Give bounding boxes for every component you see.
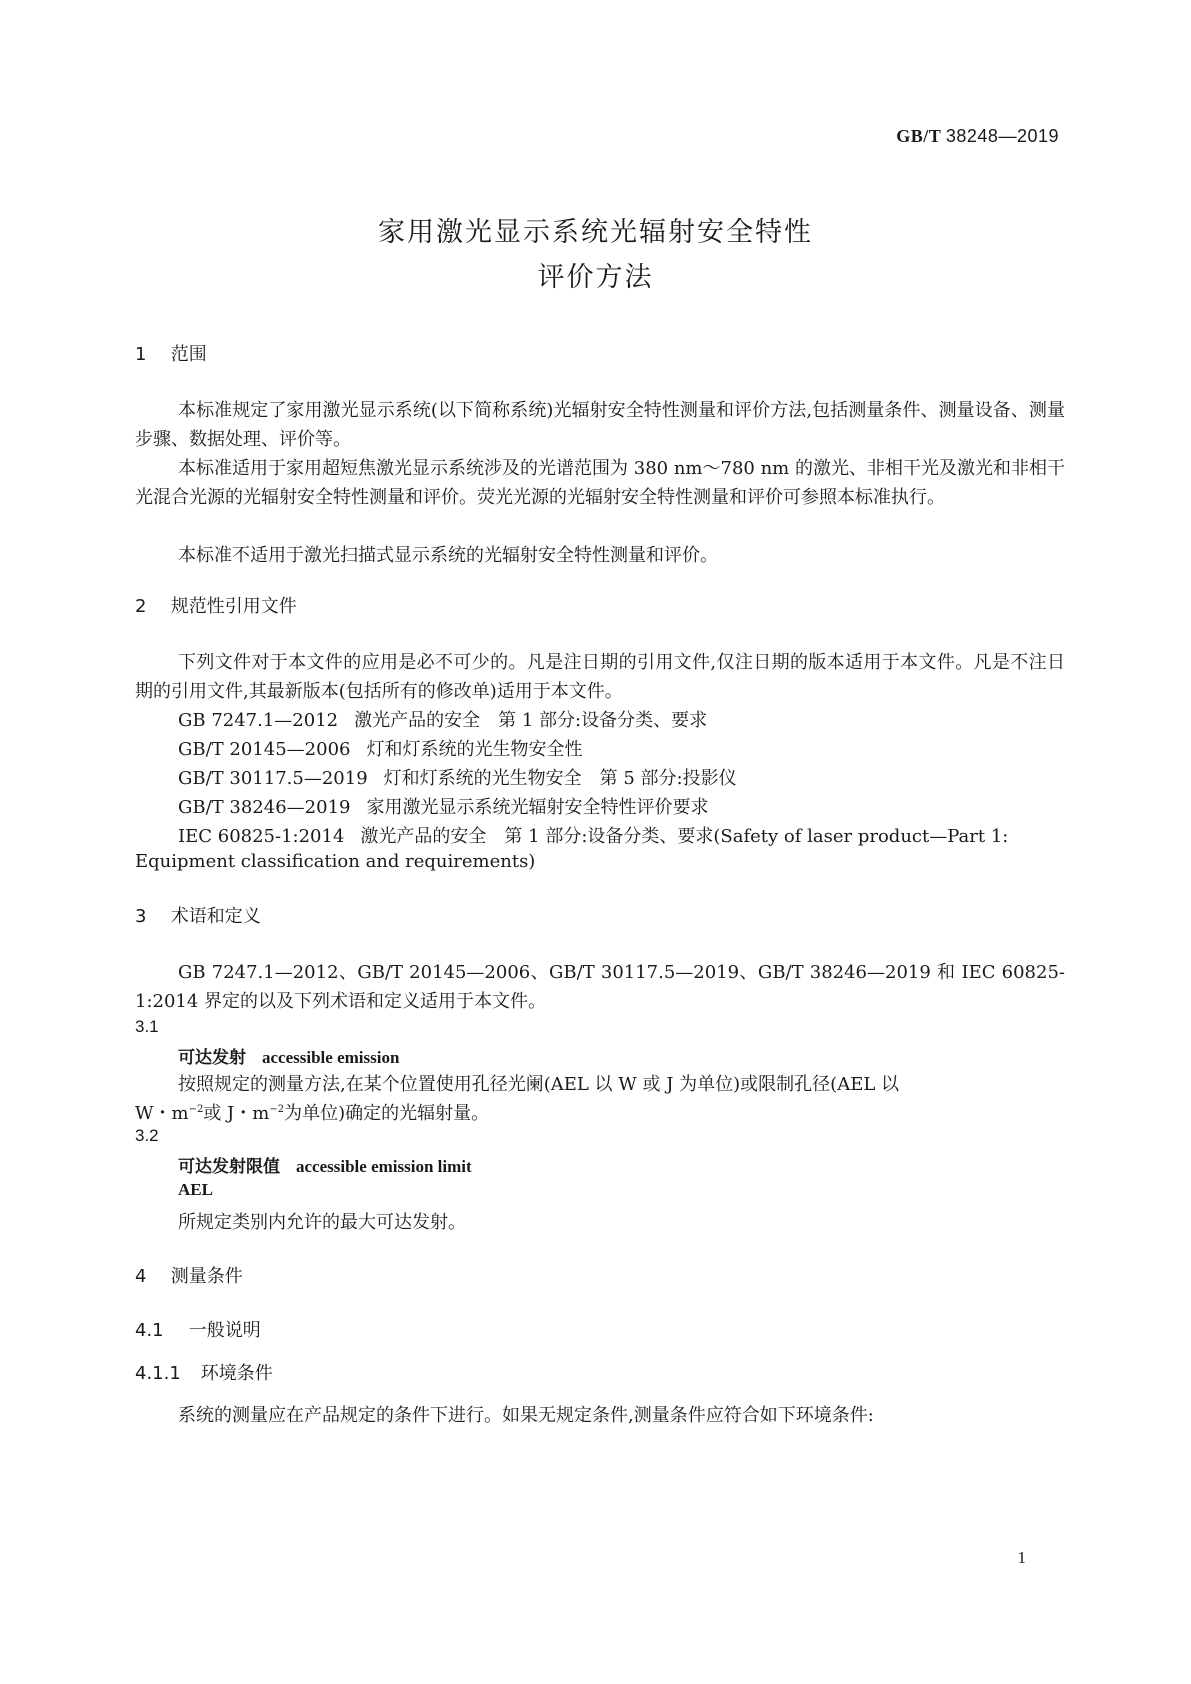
subsection-number: 4.1 [135,1320,164,1341]
section-number: 1 [135,344,147,365]
section-2-heading [135,592,297,618]
section-1-para-2: 本标准适用于家用超短焦激光显示系统涉及的光谱范围为 380 nm～780 nm 的激光、非相干光及激光和非相干光混合光源的光辐射安全特性测量和评价。荧光光源的光辐射安全特性测量和评价可参照本标准执行。 [135,458,1065,508]
term-en: accessible emission [262,1048,400,1067]
reference-code: GB/T 38246—2019 [178,797,351,818]
section-title: 测量条件 [170,1266,243,1287]
term-abbreviation: AEL [178,1180,213,1199]
section-2-intro: 下列文件对于本文件的应用是必不可少的。凡是注日期的引用文件,仅注日期的版本适用于本文件。凡是不注日期的引用文件,其最新版本(包括所有的修改单)适用于本文件。 [135,652,1065,702]
section-3-heading [135,902,261,928]
subsection-title: 环境条件 [200,1363,273,1384]
reference-item [178,764,737,790]
standard-prefix: GB/T [896,126,941,146]
reference-title: 激光产品的安全 第 1 部分:设备分类、要求(Safety of laser product—Part 1: [360,826,1009,847]
reference-title: 灯和灯系统的光生物安全性 [366,739,583,760]
document-title-line1: 家用激光显示系统光辐射安全特性 [378,217,813,248]
term-definition-line1: 按照规定的测量方法,在某个位置使用孔径光阑(AEL 以 W 或 J 为单位)或限制孔径(AEL 以 [178,1074,900,1095]
term-number: 3.2 [135,1126,159,1145]
reference-code: IEC 60825-1:2014 [178,826,345,847]
section-title: 术语和定义 [170,906,261,927]
reference-title: 家用激光显示系统光辐射安全特性评价要求 [366,797,709,818]
subsection-title: 一般说明 [188,1320,261,1341]
reference-item [178,706,707,732]
reference-title: 灯和灯系统的光生物安全 第 5 部分:投影仪 [383,768,737,789]
document-title-line2: 评价方法 [537,262,654,293]
section-4-heading [135,1262,243,1288]
term-cn: 可达发射限值 [178,1157,280,1177]
reference-code: GB 7247.1—2012 [178,710,339,731]
reference-title: 激光产品的安全 第 1 部分:设备分类、要求 [354,710,708,731]
superscript: −2 [188,1104,204,1115]
reference-code: GB/T 20145—2006 [178,739,351,760]
reference-item [178,735,582,761]
subsection-4-1-1-heading [135,1359,273,1385]
unit-j: 或 J・m [203,1103,270,1124]
standard-number [896,126,1059,147]
section-number: 4 [135,1266,147,1287]
section-1-para-1: 本标准规定了家用激光显示系统(以下简称系统)光辐射安全特性测量和评价方法,包括测量条件、测量设备、测量步骤、数据处理、评价等。 [135,400,1065,450]
section-title: 规范性引用文件 [170,596,297,617]
term-number: 3.1 [135,1017,159,1036]
section-number: 2 [135,596,147,617]
term-definition: 所规定类别内允许的最大可达发射。 [178,1212,466,1233]
superscript: −2 [269,1104,285,1115]
reference-item-iec [178,822,1008,848]
term-cn: 可达发射 [178,1048,246,1068]
section-1-heading [135,340,207,366]
term-definition-line2 [135,1099,489,1125]
term-heading [178,1152,472,1177]
section-title: 范围 [170,344,207,365]
section-3-intro: GB 7247.1—2012、GB/T 20145—2006、GB/T 30117.5—2019、GB/T 38246—2019 和 IEC 60825-1:2014 界定的以及下列术语和定义适用于本文件。 [135,962,1065,1012]
reference-title-continued: Equipment classification and requirements) [135,851,536,872]
section-number: 3 [135,906,147,927]
definition-end: 为单位)确定的光辐射量。 [284,1103,490,1124]
standard-year: 38248—2019 [945,126,1059,146]
unit-w: W・m [135,1103,189,1124]
reference-item [178,793,708,819]
subsection-number: 4.1.1 [135,1363,181,1384]
subsection-4-1-heading [135,1316,261,1342]
term-en: accessible emission limit [296,1157,472,1176]
subsection-4-1-1-text: 系统的测量应在产品规定的条件下进行。如果无规定条件,测量条件应符合如下环境条件: [178,1405,874,1426]
section-1-para-3: 本标准不适用于激光扫描式显示系统的光辐射安全特性测量和评价。 [178,545,718,566]
reference-code: GB/T 30117.5—2019 [178,768,368,789]
term-heading [178,1043,399,1068]
page-number: 1 [1017,1548,1026,1567]
